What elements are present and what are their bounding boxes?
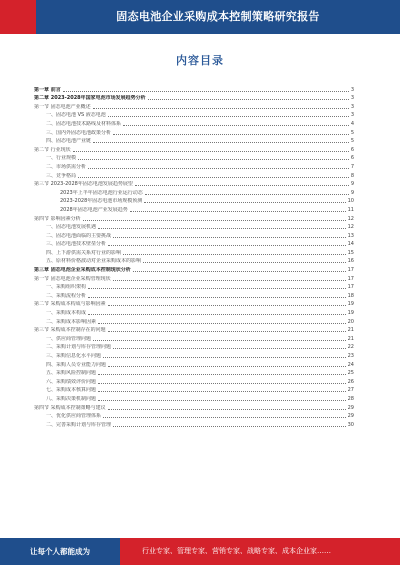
toc-entry-label: 五、采购风险控制问题 (46, 370, 97, 377)
toc-leader-dots (88, 287, 346, 289)
header-accent (0, 0, 36, 34)
toc-leader-dots (98, 390, 346, 392)
toc-entry-label: 五、原材料价格波动对企业采购成本的影响 (46, 258, 142, 265)
toc-entry-label: 三、采购信息化水平问题 (46, 353, 102, 359)
toc-entry[interactable] (34, 256, 354, 265)
toc-entry-page: 29 (347, 404, 354, 411)
toc-entry-page: 29 (347, 413, 354, 420)
toc-leader-dots (135, 184, 349, 186)
toc-entry[interactable] (34, 170, 354, 179)
toc-entry-label: 四、采购人员专业能力问题 (46, 361, 107, 368)
toc-leader-dots (73, 150, 349, 152)
toc-entry-page: 23 (347, 353, 354, 359)
toc-entry-label: 六、采购绩效评价问题 (46, 378, 97, 385)
toc-leader-dots (98, 382, 346, 384)
toc-leader-dots (145, 193, 349, 195)
toc-entry-page: 12 (347, 224, 354, 231)
toc-entry[interactable] (34, 419, 354, 428)
toc-leader-dots (108, 115, 349, 117)
toc-leader-dots (130, 210, 346, 212)
toc-leader-dots (123, 253, 346, 255)
toc-entry-label: 第二节 采购成本构成与影响因素 (34, 301, 106, 308)
toc-entry-label: 一、行业规模 (46, 155, 77, 162)
toc-entry[interactable] (34, 299, 354, 308)
toc-entry-label: 第三节 2023-2028年固态电池发展趋势展望 (34, 181, 133, 188)
toc-entry-page: 20 (347, 318, 354, 325)
toc-entry-label: 2028年固态电池产业发展趋势 (60, 206, 128, 213)
toc-entry-label: 三、固态电池技术壁垒分析 (46, 241, 107, 248)
toc-entry-label: 一、固态电池 VS 液态电池 (46, 112, 106, 119)
toc-entry[interactable] (34, 204, 354, 213)
toc-leader-dots (113, 347, 346, 349)
report-title: 固态电池企业采购成本控制策略研究报告 (116, 10, 320, 23)
toc-leader-dots (98, 227, 346, 229)
toc-leader-dots (93, 107, 349, 109)
toc-entry-label: 四、固态电池产业链 (46, 138, 92, 145)
toc-entry[interactable] (34, 411, 354, 420)
footer-roles: 行业专家、管理专家、营销专家、战略专家、成本企业家…… (120, 538, 400, 565)
toc-entry-page: 3 (350, 86, 354, 93)
toc-entry-page: 10 (347, 198, 354, 205)
toc-entry-page: 11 (347, 206, 354, 213)
toc-entry-page: 3 (350, 103, 354, 110)
toc-entry[interactable] (34, 213, 354, 222)
toc-leader-dots (88, 296, 346, 298)
toc-entry[interactable] (34, 239, 354, 248)
toc-leader-dots (108, 365, 346, 367)
toc-leader-dots (108, 244, 346, 246)
toc-entry-page: 7 (350, 163, 354, 170)
toc-entry-label: 四、上下游供需关系对行业的影响 (46, 249, 122, 256)
toc-entry-page: 9 (350, 181, 354, 188)
toc-entry[interactable] (34, 110, 354, 119)
toc-entry-label: 2023年上半年固态电池行业运行动态 (60, 189, 143, 196)
toc-entry-label: 第二章 2023-2028年国家电池市场发展趋势分析 (34, 95, 146, 102)
toc-entry-page: 26 (347, 378, 354, 385)
toc-entry-label: 一、固态电池发展机遇 (46, 224, 97, 231)
toc-entry-page: 9 (350, 189, 354, 196)
toc-leader-dots (108, 408, 346, 410)
toc-entry-label: 二、固态电池面临的主要挑战 (46, 232, 112, 239)
toc-leader-dots (123, 124, 349, 126)
toc-entry[interactable] (34, 196, 354, 205)
toc-leader-dots (148, 98, 349, 100)
toc-entry-page: 6 (350, 155, 354, 162)
toc-entry-page: 6 (350, 146, 354, 153)
toc-entry-label: 第一节 固态电池企业采购管理现状 (34, 275, 111, 282)
toc-entry-page: 16 (347, 258, 354, 265)
toc-entry-page: 14 (347, 241, 354, 248)
toc-entry-label: 第四节 影响因素分析 (34, 215, 81, 222)
toc-entry-page: 5 (350, 138, 354, 145)
toc-entry-label: 二、采购流程分析 (46, 292, 87, 299)
toc-entry-label: 第一节 固态电池产业概述 (34, 103, 91, 110)
toc-entry-page: 15 (347, 249, 354, 256)
toc-entry-label: 一、采购组织架构 (46, 284, 87, 291)
toc-entry[interactable] (34, 187, 354, 196)
footer-slogan: 让每个人都能成为 (30, 547, 90, 556)
toc-entry[interactable] (34, 325, 354, 334)
toc-leader-dots (98, 322, 346, 324)
toc-leader-dots (143, 261, 346, 263)
toc-entry-label: 第一章 前言 (34, 86, 61, 93)
toc-entry[interactable] (34, 402, 354, 411)
toc-leader-dots (113, 236, 346, 238)
toc-entry-label: 第三章 固态电池企业采购成本控制现状分析 (34, 267, 131, 274)
toc-entry[interactable] (34, 273, 354, 282)
toc-leader-dots (78, 158, 349, 160)
toc-entry-page: 21 (347, 327, 354, 334)
toc-entry-page: 17 (347, 284, 354, 291)
toc-entry[interactable] (34, 393, 354, 402)
toc-entry-label: 一、供应商管理问题 (46, 335, 92, 342)
toc-entry-page: 3 (350, 112, 354, 119)
toc-entry[interactable] (34, 282, 354, 291)
toc-entry-page: 3 (350, 95, 354, 102)
toc-entry-label: 七、采购成本核算问题 (46, 387, 97, 394)
toc-leader-dots (88, 313, 346, 315)
toc-entry-label: 一、优化供应商管理体系 (46, 413, 102, 420)
toc-entry-page: 5 (350, 129, 354, 136)
toc-leader-dots (93, 141, 349, 143)
toc-leader-dots (103, 416, 346, 418)
toc-leader-dots (83, 219, 346, 221)
toc-entry-page: 17 (347, 275, 354, 282)
toc-entry-label: 第二节 行业现状 (34, 146, 71, 153)
toc-entry[interactable] (34, 376, 354, 385)
toc-entry-page: 27 (347, 387, 354, 394)
toc-leader-dots (93, 339, 346, 341)
toc-entry[interactable] (34, 153, 354, 162)
toc-entry-page: 22 (347, 344, 354, 351)
toc-entry[interactable] (34, 247, 354, 256)
toc-leader-dots (103, 356, 346, 358)
toc-leader-dots (133, 270, 346, 272)
toc-entry-label: 三、国内外固态电池政策分析 (46, 129, 112, 136)
toc-entry[interactable] (34, 264, 354, 273)
toc-entry-label: 第四节 采购成本控制策略与建议 (34, 404, 106, 411)
toc-leader-dots (144, 201, 345, 203)
toc-entry[interactable] (34, 161, 354, 170)
toc-entry[interactable] (34, 222, 354, 231)
toc-entry-label: 一、采购成本构成 (46, 310, 87, 317)
toc-entry[interactable] (34, 93, 354, 102)
toc-entry[interactable] (34, 144, 354, 153)
toc-entry-page: 25 (347, 370, 354, 377)
toc-entry-page: 18 (347, 292, 354, 299)
toc-entry-page: 19 (347, 310, 354, 317)
toc-entry[interactable] (34, 84, 354, 93)
toc-entry[interactable] (34, 230, 354, 239)
toc-entry-label: 二、采购计划与库存管理问题 (46, 344, 112, 351)
toc-entry[interactable] (34, 333, 354, 342)
toc-entry-page: 4 (350, 120, 354, 127)
toc-entry-label: 2023-2028年固态电池市场规模预测 (60, 198, 143, 205)
toc-entry-label: 第三节 采购成本控制存在的问题 (34, 327, 106, 334)
toc-leader-dots (98, 373, 346, 375)
toc-heading: 内容目录 (176, 54, 224, 67)
toc-leader-dots (113, 279, 346, 281)
toc-entry-page: 17 (347, 267, 354, 274)
toc-entry[interactable] (34, 118, 354, 127)
toc-entry[interactable] (34, 307, 354, 316)
toc-entry-label: 二、采购成本影响因素 (46, 318, 97, 325)
toc-entry-page: 28 (347, 395, 354, 402)
header-bar (0, 0, 400, 34)
toc-entry[interactable] (34, 136, 354, 145)
toc-entry-label: 三、竞争格局 (46, 172, 77, 179)
toc-entry[interactable] (34, 385, 354, 394)
toc-entry[interactable] (34, 350, 354, 359)
toc-entry-page: 21 (347, 335, 354, 342)
toc-entry-page: 24 (347, 361, 354, 368)
toc-leader-dots (113, 425, 346, 427)
toc-entry-page: 13 (347, 232, 354, 239)
toc-entry[interactable] (34, 359, 354, 368)
toc-entry-label: 二、市场供需分析 (46, 163, 87, 170)
toc-leader-dots (88, 167, 349, 169)
toc-entry-page: 12 (347, 215, 354, 222)
footer-bar (0, 538, 400, 565)
toc-entry[interactable] (34, 101, 354, 110)
toc-entry-page: 19 (347, 301, 354, 308)
toc-leader-dots (98, 399, 346, 401)
toc-leader-dots (108, 330, 346, 332)
toc-leader-dots (78, 176, 349, 178)
toc-entry[interactable] (34, 368, 354, 377)
toc-leader-dots (108, 304, 346, 306)
toc-entry-page: 8 (350, 172, 354, 179)
toc-entry[interactable] (34, 316, 354, 325)
table-of-contents (34, 84, 354, 428)
toc-entry[interactable] (34, 127, 354, 136)
toc-entry-page: 30 (347, 421, 354, 428)
toc-leader-dots (63, 90, 349, 92)
toc-entry[interactable] (34, 179, 354, 188)
toc-leader-dots (113, 133, 349, 135)
toc-entry-label: 八、采购决策机制问题 (46, 395, 97, 402)
toc-entry[interactable] (34, 342, 354, 351)
toc-entry-label: 二、固态电池技术路线及材料体系 (46, 120, 122, 127)
toc-entry-label: 二、完善采购计划与库存管理 (46, 421, 112, 428)
toc-entry[interactable] (34, 290, 354, 299)
